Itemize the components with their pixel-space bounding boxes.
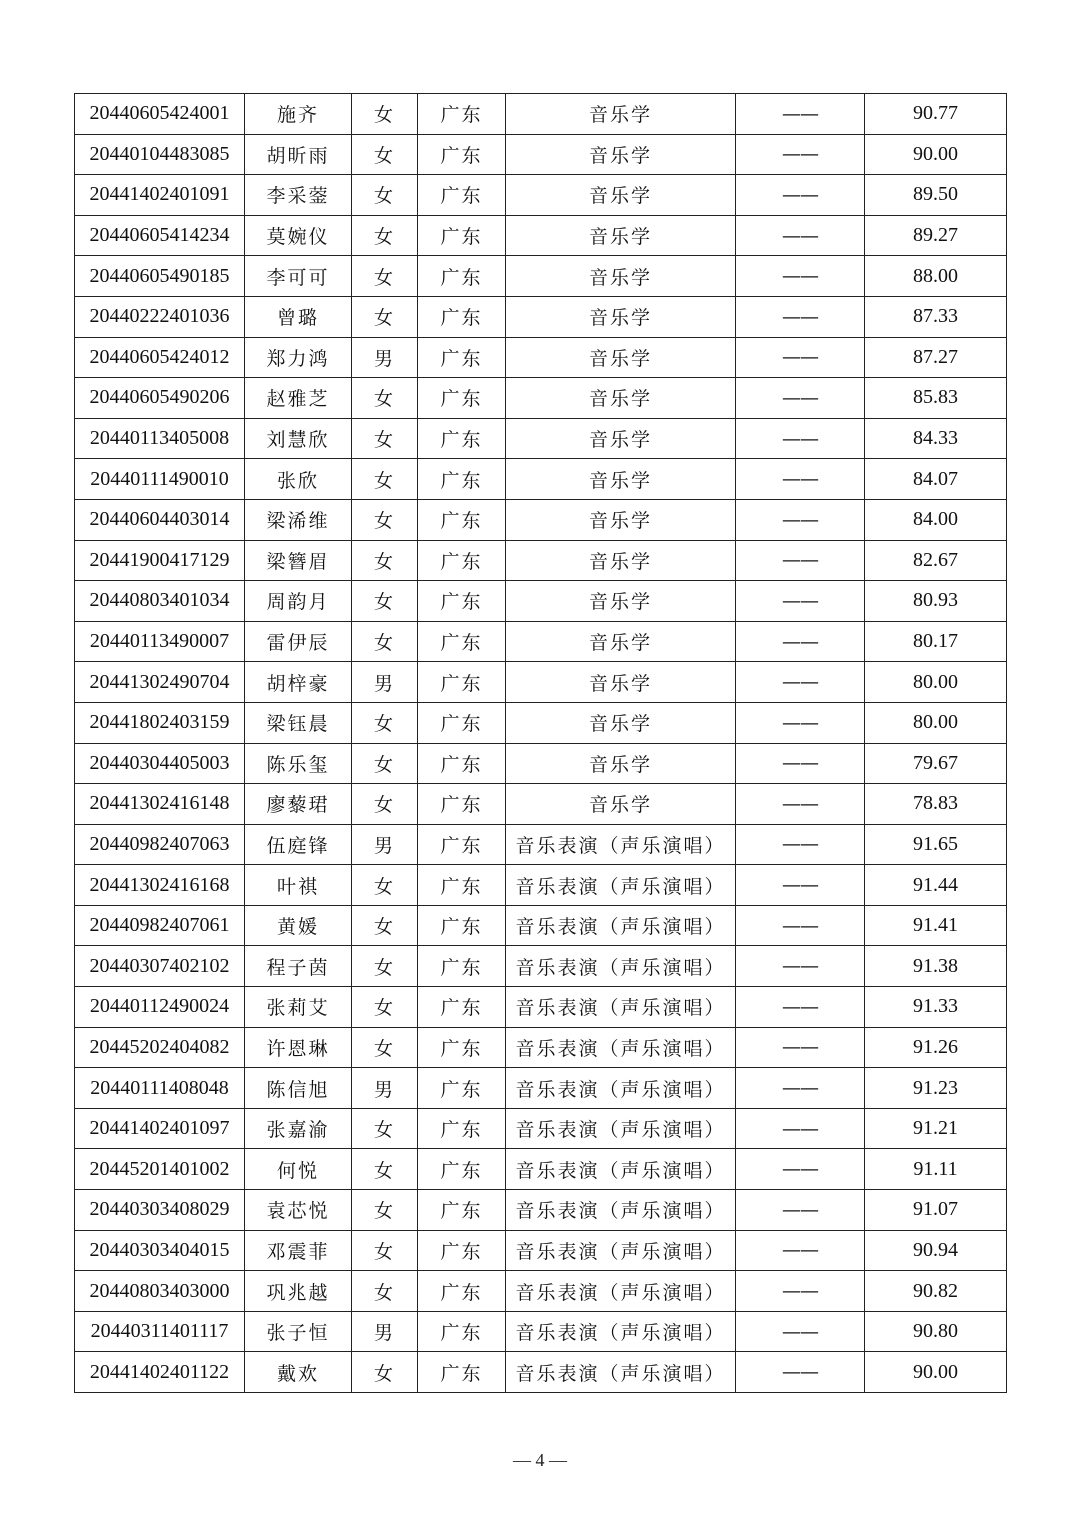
gender-cell: 女 (352, 1108, 418, 1149)
candidate-id-cell: 20440303408029 (75, 1190, 245, 1231)
placeholder-dash-cell: —— (736, 499, 865, 540)
name-cell: 刘慧欣 (245, 418, 352, 459)
placeholder-dash-cell: —— (736, 702, 865, 743)
gender-cell: 男 (352, 1068, 418, 1109)
gender-cell: 女 (352, 581, 418, 622)
placeholder-dash-cell: —— (736, 540, 865, 581)
major-cell: 音乐学 (506, 256, 736, 297)
gender-cell: 女 (352, 175, 418, 216)
score-cell: 80.93 (865, 581, 1007, 622)
major-cell: 音乐学 (506, 540, 736, 581)
name-cell: 胡梓豪 (245, 662, 352, 703)
score-cell: 90.77 (865, 94, 1007, 135)
candidate-id-cell: 20440605424001 (75, 94, 245, 135)
placeholder-dash-cell: —— (736, 946, 865, 987)
name-cell: 施齐 (245, 94, 352, 135)
placeholder-dash-cell: —— (736, 215, 865, 256)
name-cell: 莫婉仪 (245, 215, 352, 256)
placeholder-dash-cell: —— (736, 459, 865, 500)
placeholder-dash-cell: —— (736, 824, 865, 865)
score-cell: 78.83 (865, 784, 1007, 825)
name-cell: 雷伊辰 (245, 621, 352, 662)
score-cell: 91.07 (865, 1190, 1007, 1231)
province-cell: 广东 (418, 296, 506, 337)
name-cell: 周韵月 (245, 581, 352, 622)
candidate-id-cell: 20445201401002 (75, 1149, 245, 1190)
major-cell: 音乐学 (506, 296, 736, 337)
score-cell: 90.80 (865, 1311, 1007, 1352)
name-cell: 张嘉渝 (245, 1108, 352, 1149)
score-cell: 89.50 (865, 175, 1007, 216)
candidate-id-cell: 20440311401117 (75, 1311, 245, 1352)
table-row (75, 1311, 1007, 1352)
gender-cell: 女 (352, 459, 418, 500)
score-cell: 79.67 (865, 743, 1007, 784)
score-cell: 82.67 (865, 540, 1007, 581)
name-cell: 戴欢 (245, 1352, 352, 1393)
province-cell: 广东 (418, 499, 506, 540)
gender-cell: 女 (352, 499, 418, 540)
placeholder-dash-cell: —— (736, 1271, 865, 1312)
score-cell: 91.23 (865, 1068, 1007, 1109)
table-row (75, 1027, 1007, 1068)
major-cell: 音乐表演（声乐演唱） (506, 946, 736, 987)
major-cell: 音乐表演（声乐演唱） (506, 1108, 736, 1149)
candidate-id-cell: 20440112490024 (75, 987, 245, 1028)
placeholder-dash-cell: —— (736, 1352, 865, 1393)
placeholder-dash-cell: —— (736, 865, 865, 906)
table-row (75, 1190, 1007, 1231)
province-cell: 广东 (418, 743, 506, 784)
placeholder-dash-cell: —— (736, 296, 865, 337)
table-row (75, 905, 1007, 946)
score-cell: 84.07 (865, 459, 1007, 500)
name-cell: 伍庭锋 (245, 824, 352, 865)
major-cell: 音乐表演（声乐演唱） (506, 1271, 736, 1312)
name-cell: 赵雅芝 (245, 378, 352, 419)
table-row (75, 1108, 1007, 1149)
table-row (75, 1149, 1007, 1190)
name-cell: 李采蓥 (245, 175, 352, 216)
major-cell: 音乐表演（声乐演唱） (506, 1027, 736, 1068)
table-row (75, 175, 1007, 216)
major-cell: 音乐表演（声乐演唱） (506, 987, 736, 1028)
gender-cell: 女 (352, 256, 418, 297)
gender-cell: 女 (352, 987, 418, 1028)
score-cell: 90.94 (865, 1230, 1007, 1271)
candidate-id-cell: 20441302416148 (75, 784, 245, 825)
gender-cell: 女 (352, 946, 418, 987)
province-cell: 广东 (418, 459, 506, 500)
name-cell: 曾璐 (245, 296, 352, 337)
major-cell: 音乐学 (506, 94, 736, 135)
major-cell: 音乐表演（声乐演唱） (506, 1352, 736, 1393)
province-cell: 广东 (418, 134, 506, 175)
candidate-id-cell: 20440113405008 (75, 418, 245, 459)
table-row (75, 499, 1007, 540)
province-cell: 广东 (418, 215, 506, 256)
candidate-id-cell: 20440104483085 (75, 134, 245, 175)
placeholder-dash-cell: —— (736, 1230, 865, 1271)
major-cell: 音乐表演（声乐演唱） (506, 905, 736, 946)
candidate-id-cell: 20440605414234 (75, 215, 245, 256)
name-cell: 程子茵 (245, 946, 352, 987)
province-cell: 广东 (418, 1271, 506, 1312)
candidate-id-cell: 20441402401091 (75, 175, 245, 216)
name-cell: 叶祺 (245, 865, 352, 906)
major-cell: 音乐表演（声乐演唱） (506, 865, 736, 906)
province-cell: 广东 (418, 94, 506, 135)
table-row (75, 621, 1007, 662)
major-cell: 音乐学 (506, 337, 736, 378)
table-row (75, 784, 1007, 825)
candidate-id-cell: 20440803403000 (75, 1271, 245, 1312)
table-row (75, 987, 1007, 1028)
placeholder-dash-cell: —— (736, 1190, 865, 1231)
major-cell: 音乐学 (506, 662, 736, 703)
name-cell: 陈乐玺 (245, 743, 352, 784)
table-row (75, 824, 1007, 865)
name-cell: 李可可 (245, 256, 352, 297)
table-row (75, 1352, 1007, 1393)
candidate-id-cell: 20441302490704 (75, 662, 245, 703)
placeholder-dash-cell: —— (736, 662, 865, 703)
score-cell: 87.27 (865, 337, 1007, 378)
table-row (75, 94, 1007, 135)
table-row (75, 865, 1007, 906)
name-cell: 张子恒 (245, 1311, 352, 1352)
score-cell: 91.33 (865, 987, 1007, 1028)
major-cell: 音乐学 (506, 784, 736, 825)
name-cell: 廖藜珺 (245, 784, 352, 825)
name-cell: 张莉艾 (245, 987, 352, 1028)
score-table (74, 93, 1007, 1393)
gender-cell: 女 (352, 134, 418, 175)
candidate-id-cell: 20440304405003 (75, 743, 245, 784)
score-cell: 80.00 (865, 662, 1007, 703)
major-cell: 音乐表演（声乐演唱） (506, 1230, 736, 1271)
province-cell: 广东 (418, 1068, 506, 1109)
province-cell: 广东 (418, 662, 506, 703)
table-row (75, 743, 1007, 784)
table-row (75, 581, 1007, 622)
province-cell: 广东 (418, 824, 506, 865)
province-cell: 广东 (418, 905, 506, 946)
gender-cell: 女 (352, 215, 418, 256)
table-row (75, 662, 1007, 703)
score-cell: 89.27 (865, 215, 1007, 256)
name-cell: 梁簪眉 (245, 540, 352, 581)
candidate-id-cell: 20440111490010 (75, 459, 245, 500)
score-cell: 91.41 (865, 905, 1007, 946)
province-cell: 广东 (418, 337, 506, 378)
gender-cell: 男 (352, 662, 418, 703)
table-row (75, 256, 1007, 297)
province-cell: 广东 (418, 702, 506, 743)
score-cell: 80.17 (865, 621, 1007, 662)
candidate-id-cell: 20441802403159 (75, 702, 245, 743)
major-cell: 音乐学 (506, 418, 736, 459)
gender-cell: 女 (352, 1352, 418, 1393)
gender-cell: 女 (352, 1190, 418, 1231)
placeholder-dash-cell: —— (736, 621, 865, 662)
placeholder-dash-cell: —— (736, 256, 865, 297)
major-cell: 音乐表演（声乐演唱） (506, 824, 736, 865)
province-cell: 广东 (418, 378, 506, 419)
major-cell: 音乐学 (506, 215, 736, 256)
gender-cell: 男 (352, 1311, 418, 1352)
table-row (75, 540, 1007, 581)
placeholder-dash-cell: —— (736, 1068, 865, 1109)
placeholder-dash-cell: —— (736, 784, 865, 825)
name-cell: 许恩琳 (245, 1027, 352, 1068)
candidate-id-cell: 20440111408048 (75, 1068, 245, 1109)
gender-cell: 男 (352, 337, 418, 378)
gender-cell: 女 (352, 905, 418, 946)
major-cell: 音乐表演（声乐演唱） (506, 1311, 736, 1352)
province-cell: 广东 (418, 540, 506, 581)
major-cell: 音乐学 (506, 743, 736, 784)
score-cell: 90.82 (865, 1271, 1007, 1312)
table-body (75, 94, 1007, 1393)
placeholder-dash-cell: —— (736, 987, 865, 1028)
province-cell: 广东 (418, 581, 506, 622)
score-cell: 91.38 (865, 946, 1007, 987)
name-cell: 巩兆越 (245, 1271, 352, 1312)
score-cell: 91.11 (865, 1149, 1007, 1190)
name-cell: 袁芯悦 (245, 1190, 352, 1231)
table-row (75, 1271, 1007, 1312)
province-cell: 广东 (418, 1230, 506, 1271)
province-cell: 广东 (418, 256, 506, 297)
province-cell: 广东 (418, 418, 506, 459)
name-cell: 邓震菲 (245, 1230, 352, 1271)
province-cell: 广东 (418, 1352, 506, 1393)
province-cell: 广东 (418, 865, 506, 906)
major-cell: 音乐学 (506, 134, 736, 175)
gender-cell: 女 (352, 621, 418, 662)
table-row (75, 134, 1007, 175)
candidate-id-cell: 20440307402102 (75, 946, 245, 987)
province-cell: 广东 (418, 987, 506, 1028)
score-cell: 80.00 (865, 702, 1007, 743)
page-number: — 4 — (513, 1450, 567, 1470)
placeholder-dash-cell: —— (736, 581, 865, 622)
placeholder-dash-cell: —— (736, 1108, 865, 1149)
major-cell: 音乐学 (506, 621, 736, 662)
major-cell: 音乐学 (506, 459, 736, 500)
gender-cell: 女 (352, 378, 418, 419)
candidate-id-cell: 20440605490185 (75, 256, 245, 297)
province-cell: 广东 (418, 1149, 506, 1190)
table-row (75, 296, 1007, 337)
table-row (75, 418, 1007, 459)
placeholder-dash-cell: —— (736, 905, 865, 946)
placeholder-dash-cell: —— (736, 1027, 865, 1068)
score-cell: 85.83 (865, 378, 1007, 419)
candidate-id-cell: 20440113490007 (75, 621, 245, 662)
table-row (75, 378, 1007, 419)
name-cell: 胡昕雨 (245, 134, 352, 175)
score-cell: 91.44 (865, 865, 1007, 906)
major-cell: 音乐学 (506, 581, 736, 622)
score-cell: 90.00 (865, 134, 1007, 175)
table-row (75, 1230, 1007, 1271)
gender-cell: 女 (352, 418, 418, 459)
major-cell: 音乐学 (506, 175, 736, 216)
table-row (75, 459, 1007, 500)
gender-cell: 女 (352, 540, 418, 581)
province-cell: 广东 (418, 946, 506, 987)
candidate-id-cell: 20441402401097 (75, 1108, 245, 1149)
table-row (75, 215, 1007, 256)
name-cell: 黄媛 (245, 905, 352, 946)
candidate-id-cell: 20441900417129 (75, 540, 245, 581)
candidate-id-cell: 20445202404082 (75, 1027, 245, 1068)
name-cell: 梁浠维 (245, 499, 352, 540)
candidate-id-cell: 20440605490206 (75, 378, 245, 419)
candidate-id-cell: 20440303404015 (75, 1230, 245, 1271)
gender-cell: 女 (352, 296, 418, 337)
placeholder-dash-cell: —— (736, 1149, 865, 1190)
name-cell: 郑力鸿 (245, 337, 352, 378)
major-cell: 音乐学 (506, 378, 736, 419)
table-row (75, 1068, 1007, 1109)
placeholder-dash-cell: —— (736, 1311, 865, 1352)
candidate-id-cell: 20440803401034 (75, 581, 245, 622)
score-cell: 84.33 (865, 418, 1007, 459)
candidate-id-cell: 20440982407061 (75, 905, 245, 946)
major-cell: 音乐表演（声乐演唱） (506, 1149, 736, 1190)
gender-cell: 男 (352, 824, 418, 865)
score-cell: 84.00 (865, 499, 1007, 540)
name-cell: 张欣 (245, 459, 352, 500)
candidate-id-cell: 20440605424012 (75, 337, 245, 378)
placeholder-dash-cell: —— (736, 134, 865, 175)
name-cell: 陈信旭 (245, 1068, 352, 1109)
gender-cell: 女 (352, 865, 418, 906)
name-cell: 梁钰晨 (245, 702, 352, 743)
score-cell: 88.00 (865, 256, 1007, 297)
placeholder-dash-cell: —— (736, 378, 865, 419)
name-cell: 何悦 (245, 1149, 352, 1190)
score-cell: 91.26 (865, 1027, 1007, 1068)
gender-cell: 女 (352, 1230, 418, 1271)
gender-cell: 女 (352, 94, 418, 135)
province-cell: 广东 (418, 1108, 506, 1149)
candidate-id-cell: 20440222401036 (75, 296, 245, 337)
major-cell: 音乐表演（声乐演唱） (506, 1190, 736, 1231)
placeholder-dash-cell: —— (736, 418, 865, 459)
major-cell: 音乐表演（声乐演唱） (506, 1068, 736, 1109)
score-cell: 90.00 (865, 1352, 1007, 1393)
gender-cell: 女 (352, 743, 418, 784)
score-cell: 91.65 (865, 824, 1007, 865)
gender-cell: 女 (352, 784, 418, 825)
candidate-id-cell: 20440604403014 (75, 499, 245, 540)
placeholder-dash-cell: —— (736, 94, 865, 135)
gender-cell: 女 (352, 1149, 418, 1190)
province-cell: 广东 (418, 621, 506, 662)
gender-cell: 女 (352, 1271, 418, 1312)
candidate-id-cell: 20441402401122 (75, 1352, 245, 1393)
table-row (75, 946, 1007, 987)
province-cell: 广东 (418, 1311, 506, 1352)
table-row (75, 702, 1007, 743)
province-cell: 广东 (418, 784, 506, 825)
score-cell: 91.21 (865, 1108, 1007, 1149)
gender-cell: 女 (352, 702, 418, 743)
score-cell: 87.33 (865, 296, 1007, 337)
table-row (75, 337, 1007, 378)
placeholder-dash-cell: —— (736, 743, 865, 784)
province-cell: 广东 (418, 1027, 506, 1068)
candidate-id-cell: 20441302416168 (75, 865, 245, 906)
placeholder-dash-cell: —— (736, 175, 865, 216)
province-cell: 广东 (418, 175, 506, 216)
candidate-id-cell: 20440982407063 (75, 824, 245, 865)
major-cell: 音乐学 (506, 702, 736, 743)
major-cell: 音乐学 (506, 499, 736, 540)
province-cell: 广东 (418, 1190, 506, 1231)
placeholder-dash-cell: —— (736, 337, 865, 378)
gender-cell: 女 (352, 1027, 418, 1068)
